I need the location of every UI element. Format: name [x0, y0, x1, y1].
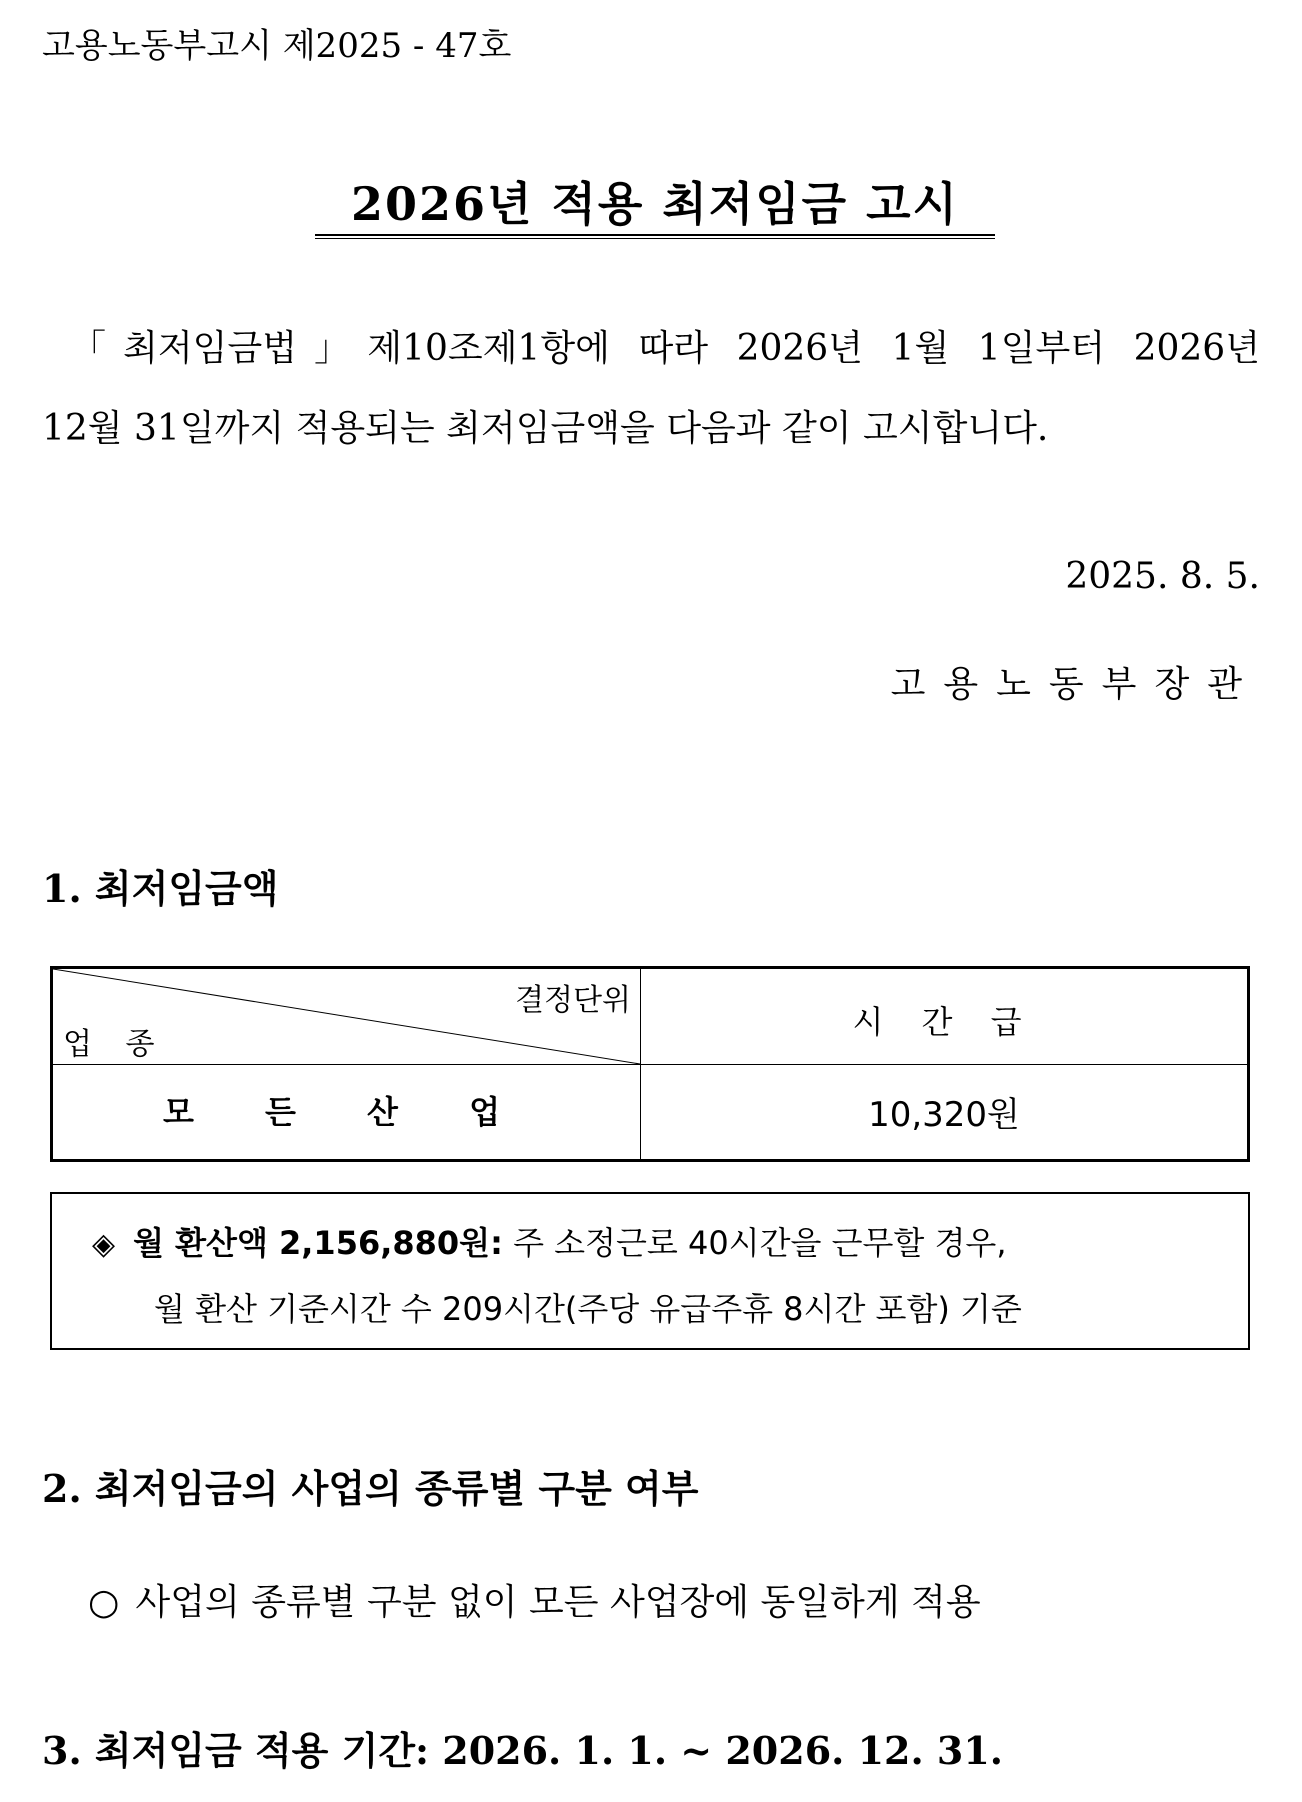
circle-bullet-icon: ○ [88, 1582, 120, 1623]
monthly-line-1 [92, 1218, 1007, 1264]
page-title: 2026년 적용 최저임금 고시 [351, 177, 959, 231]
table-header-unit: 결정단위 [515, 983, 631, 1018]
title-block [315, 168, 995, 234]
body-text-line-2: 12월 31일까지 적용되는 최저임금액을 다음과 같이 고시합니다. [42, 408, 1049, 449]
body-text-line-1: 「최저임금법」제10조제1항에 따라 2026년 1월 1일부터 2026년 [70, 328, 1260, 369]
list-item-text: 사업의 종류별 구분 없이 모든 사업장에 동일하게 적용 [135, 1582, 981, 1623]
table-row-divider [53, 1064, 1247, 1065]
table-cell-industry: 모 든 산 업 [162, 1093, 531, 1131]
monthly-line-2: 월 환산 기준시간 수 209시간(주당 유급주휴 8시간 포함) 기준 [154, 1290, 1022, 1328]
diamond-bullet-icon: ◈ [92, 1227, 116, 1262]
notice-number: 고용노동부고시 제2025 - 47호 [42, 26, 512, 66]
issuer: 고용노동부장관 [890, 664, 1260, 705]
table-header-hourly: 시 간 급 [852, 1003, 1036, 1041]
list-item [88, 1574, 981, 1625]
monthly-conversion-box [50, 1192, 1250, 1350]
minimum-wage-table [50, 966, 1250, 1162]
title-underline [315, 234, 995, 239]
table-cell-hourly-wage: 10,320원 [868, 1095, 1020, 1135]
section-heading-1: 1. 최저임금액 [42, 866, 279, 911]
monthly-label: 월 환산액 2,156,880원: [133, 1224, 503, 1262]
section-heading-3: 3. 최저임금 적용 기간: 2026. 1. 1. ~ 2026. 12. 31. [42, 1728, 1004, 1773]
monthly-line-1-text: 주 소정근로 40시간을 근무할 경우, [502, 1224, 1007, 1262]
section-heading-2: 2. 최저임금의 사업의 종류별 구분 여부 [42, 1466, 699, 1511]
table-header-industry: 업 종 [63, 1027, 167, 1062]
notice-date: 2025. 8. 5. [1065, 556, 1260, 597]
